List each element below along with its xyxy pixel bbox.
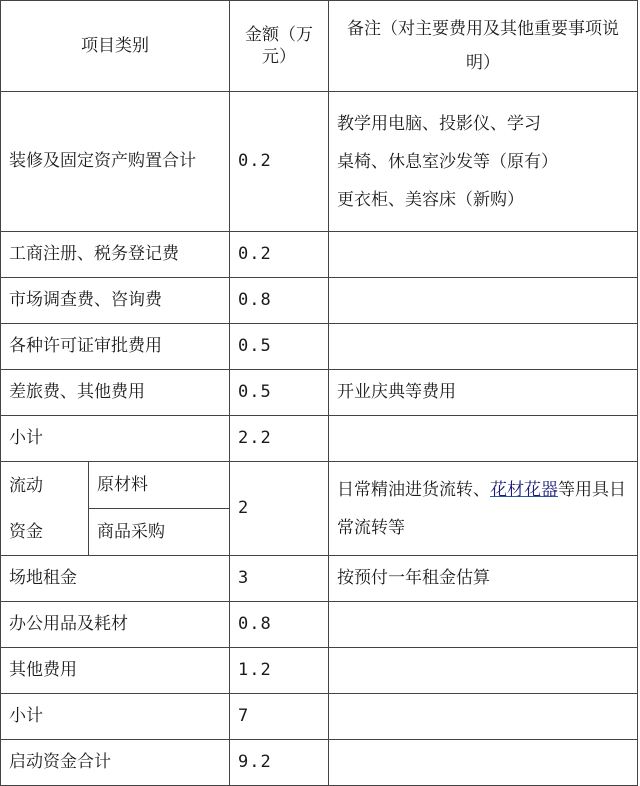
row-note-renovation [329, 92, 638, 232]
row-note-flow [329, 462, 638, 556]
row-label-rent: 场地租金 [1, 556, 230, 602]
row-label-renovation: 装修及固定资产购置合计 [1, 92, 230, 232]
row-amount-permits: 0.5 [230, 324, 329, 370]
row-amount-survey: 0.8 [230, 278, 329, 324]
header-category: 项目类别 [1, 1, 230, 92]
row-note-subtotal2 [329, 694, 638, 740]
note-line: 教学用电脑、投影仪、学习 [337, 113, 541, 134]
table-row [1, 694, 638, 740]
table-row [1, 648, 638, 694]
table-row [1, 416, 638, 462]
table-row [1, 602, 638, 648]
row-note-rent: 按预付一年租金估算 [329, 556, 638, 602]
row-amount-rent: 3 [230, 556, 329, 602]
row-note-other [329, 648, 638, 694]
table-row [1, 740, 638, 786]
row-note-total [329, 740, 638, 786]
table-row [1, 370, 638, 416]
row-label-subtotal2: 小计 [1, 694, 230, 740]
table-row [1, 278, 638, 324]
row-amount-subtotal2: 7 [230, 694, 329, 740]
header-amount: 金额（万元） [230, 1, 329, 92]
row-note-permits [329, 324, 638, 370]
row-note-subtotal1 [329, 416, 638, 462]
row-label-other: 其他费用 [1, 648, 230, 694]
row-note-registration [329, 232, 638, 278]
row-sublabel-goods-purchase: 商品采购 [89, 509, 230, 556]
row-label-office: 办公用品及耗材 [1, 602, 230, 648]
flow-note-link[interactable]: 花材花器 [490, 479, 558, 500]
row-sublabel-raw-materials: 原材料 [89, 462, 230, 509]
table-row [1, 324, 638, 370]
row-label-total: 启动资金合计 [1, 740, 230, 786]
flow-label-line1: 流动 [9, 475, 43, 496]
table-row [1, 92, 638, 232]
row-label-flow [1, 462, 89, 556]
row-amount-other: 1.2 [230, 648, 329, 694]
table-row [1, 556, 638, 602]
row-label-subtotal1: 小计 [1, 416, 230, 462]
row-amount-renovation: 0.2 [230, 92, 329, 232]
flow-label-line2: 资金 [9, 521, 43, 542]
table-row [1, 462, 638, 509]
row-amount-registration: 0.2 [230, 232, 329, 278]
table-row [1, 232, 638, 278]
flow-note-part2: 等用具日常流转等 [337, 479, 626, 538]
table-header-row [1, 1, 638, 92]
note-line: 桌椅、休息室沙发等（原有） [337, 151, 558, 172]
row-label-survey: 市场调查费、咨询费 [1, 278, 230, 324]
row-amount-total: 9.2 [230, 740, 329, 786]
row-amount-office: 0.8 [230, 602, 329, 648]
row-note-office [329, 602, 638, 648]
row-note-survey [329, 278, 638, 324]
header-note: 备注（对主要费用及其他重要事项说明） [329, 1, 638, 92]
flow-note-part1: 日常精油进货流转、 [337, 479, 490, 500]
row-note-travel: 开业庆典等费用 [329, 370, 638, 416]
row-amount-subtotal1: 2.2 [230, 416, 329, 462]
note-line: 更衣柜、美容床（新购） [337, 189, 524, 210]
row-label-travel: 差旅费、其他费用 [1, 370, 230, 416]
row-label-registration: 工商注册、税务登记费 [1, 232, 230, 278]
row-amount-flow: 2 [230, 462, 329, 556]
row-amount-travel: 0.5 [230, 370, 329, 416]
row-label-permits: 各种许可证审批费用 [1, 324, 230, 370]
